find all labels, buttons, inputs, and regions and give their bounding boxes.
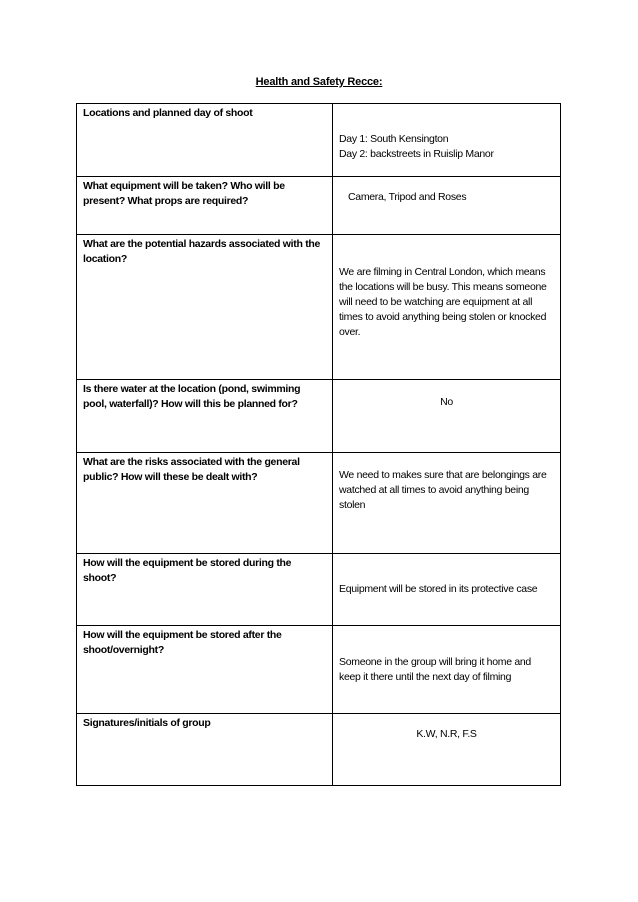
answer-cell [333,177,561,235]
answer-line: Camera, Tripod and Roses [348,191,467,203]
answer-line: Day 1: South Kensington [339,133,449,145]
page-title: Health and Safety Recce: [255,76,383,88]
question-cell: Signatures/initials of group [77,714,333,786]
table-row [77,714,561,786]
table-row [77,626,561,714]
answer-line: K.W, N.R, F.S [416,728,477,740]
answer-line: Equipment will be stored in its protective case [339,583,538,595]
answer-cell [333,554,561,626]
answer-cell [333,235,561,380]
answer-cell [333,626,561,714]
answer-line: No [440,396,453,408]
table-row [77,177,561,235]
answer-line: We are filming in Central London, which means the locations will be busy. This means someone will need to be watching are equipment at all times to avoid anything being stolen or knocked over. [339,266,547,338]
table-row [77,380,561,453]
answer-cell [333,714,561,786]
question-cell: What are the risks associated with the general public? How will these be dealt with? [77,453,333,554]
table-row [77,554,561,626]
table-row [77,235,561,380]
answer-cell [333,104,561,177]
recce-table [76,103,561,786]
table-row [77,104,561,177]
answer-cell [333,380,561,453]
answer-line: Day 2: backstreets in Ruislip Manor [339,148,494,160]
question-cell: How will the equipment be stored during the shoot? [77,554,333,626]
table-row [77,453,561,554]
answer-line: Someone in the group will bring it home and keep it there until the next day of filming [339,656,531,683]
question-cell: What are the potential hazards associated with the location? [77,235,333,380]
answer-line: We need to makes sure that are belongings are watched at all times to avoid anything being stolen [339,469,547,511]
question-cell: Is there water at the location (pond, swimming pool, waterfall)? How will this be planned for? [77,380,333,453]
question-cell: How will the equipment be stored after the shoot/overnight? [77,626,333,714]
question-cell: What equipment will be taken? Who will be present? What props are required? [77,177,333,235]
answer-cell [333,453,561,554]
question-cell: Locations and planned day of shoot [77,104,333,177]
